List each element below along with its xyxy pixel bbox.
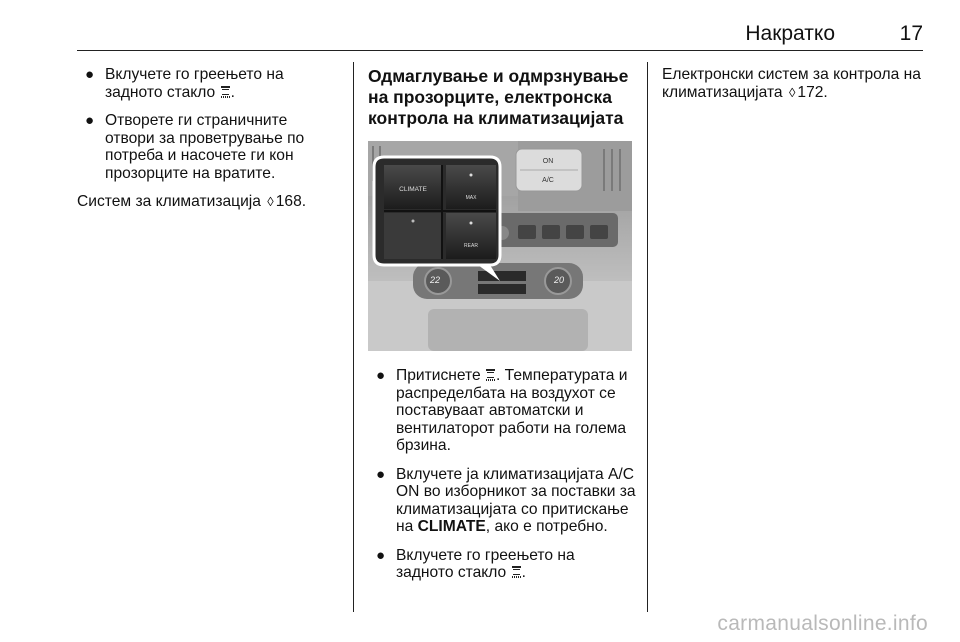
- climate-button-name: CLIMATE: [417, 518, 486, 535]
- page-header: [77, 0, 923, 51]
- reference-page: 172.: [797, 83, 828, 101]
- climate-control-photo: [368, 141, 632, 351]
- climate-button-label: CLIMATE: [399, 186, 427, 193]
- left-column: [77, 66, 339, 211]
- reference-arrow-icon: ◊: [788, 84, 796, 100]
- rear-defrost-icon: [221, 86, 230, 98]
- bullet-dot: ●: [85, 66, 95, 83]
- bullet-text: Вклучете го греењето на задното стакло: [105, 66, 284, 101]
- bullet-dot: ●: [376, 546, 386, 564]
- max-button-label: MAX: [465, 195, 477, 201]
- list-item: ● Вклучете го греењето на задното стакло .: [376, 546, 575, 581]
- page-number: 17: [899, 22, 923, 45]
- page-title: Накратко: [745, 22, 835, 45]
- column-divider: [353, 62, 354, 612]
- right-column: [662, 66, 928, 101]
- bullet-dot: ●: [376, 465, 386, 483]
- reference-page: 168.: [275, 193, 307, 210]
- front-defrost-icon: [486, 369, 495, 381]
- list-item: ● Притиснете . Температурата и распределбата на воздухот се поставуваат автоматски и вентилаторот работи на голема брзина.: [376, 367, 628, 454]
- rear-button-label: REAR: [464, 243, 478, 249]
- bullet-dot: ●: [85, 112, 95, 129]
- bullet-text: Отворете ги страничните отвори за проветрување по потреба и насочете ги кон прозорците на вратите.: [105, 112, 305, 182]
- section-heading: Одмаглување и одмрзнување на прозорците, електронска контрола на климатизацијата: [368, 66, 629, 128]
- reference-arrow-icon: ◊: [267, 194, 274, 209]
- bullet-dot: ●: [376, 367, 386, 384]
- list-item: ● Вклучете го греењето на задното стакло .: [85, 66, 284, 101]
- cross-reference: Систем за климатизација ◊ 168.: [77, 193, 307, 210]
- column-divider: [647, 62, 648, 612]
- list-item: [77, 112, 339, 182]
- watermark: carmanualsonline.info: [717, 612, 928, 635]
- list-item: ● Вклучете ја климатизацијата A/C ON во изборникот за поставки за климатизацијата со притискање на CLIMATE, ако е потребно.: [376, 465, 636, 535]
- temp-right-label: 20: [554, 275, 565, 285]
- cross-reference: Електронски систем за контрола на климатизацијата ◊ 172.: [662, 66, 921, 101]
- on-label: ON: [542, 158, 554, 165]
- temp-left-label: 22: [430, 275, 441, 285]
- rear-defrost-icon: [512, 566, 521, 578]
- ac-label: A/C: [542, 177, 554, 184]
- middle-column: [368, 66, 636, 593]
